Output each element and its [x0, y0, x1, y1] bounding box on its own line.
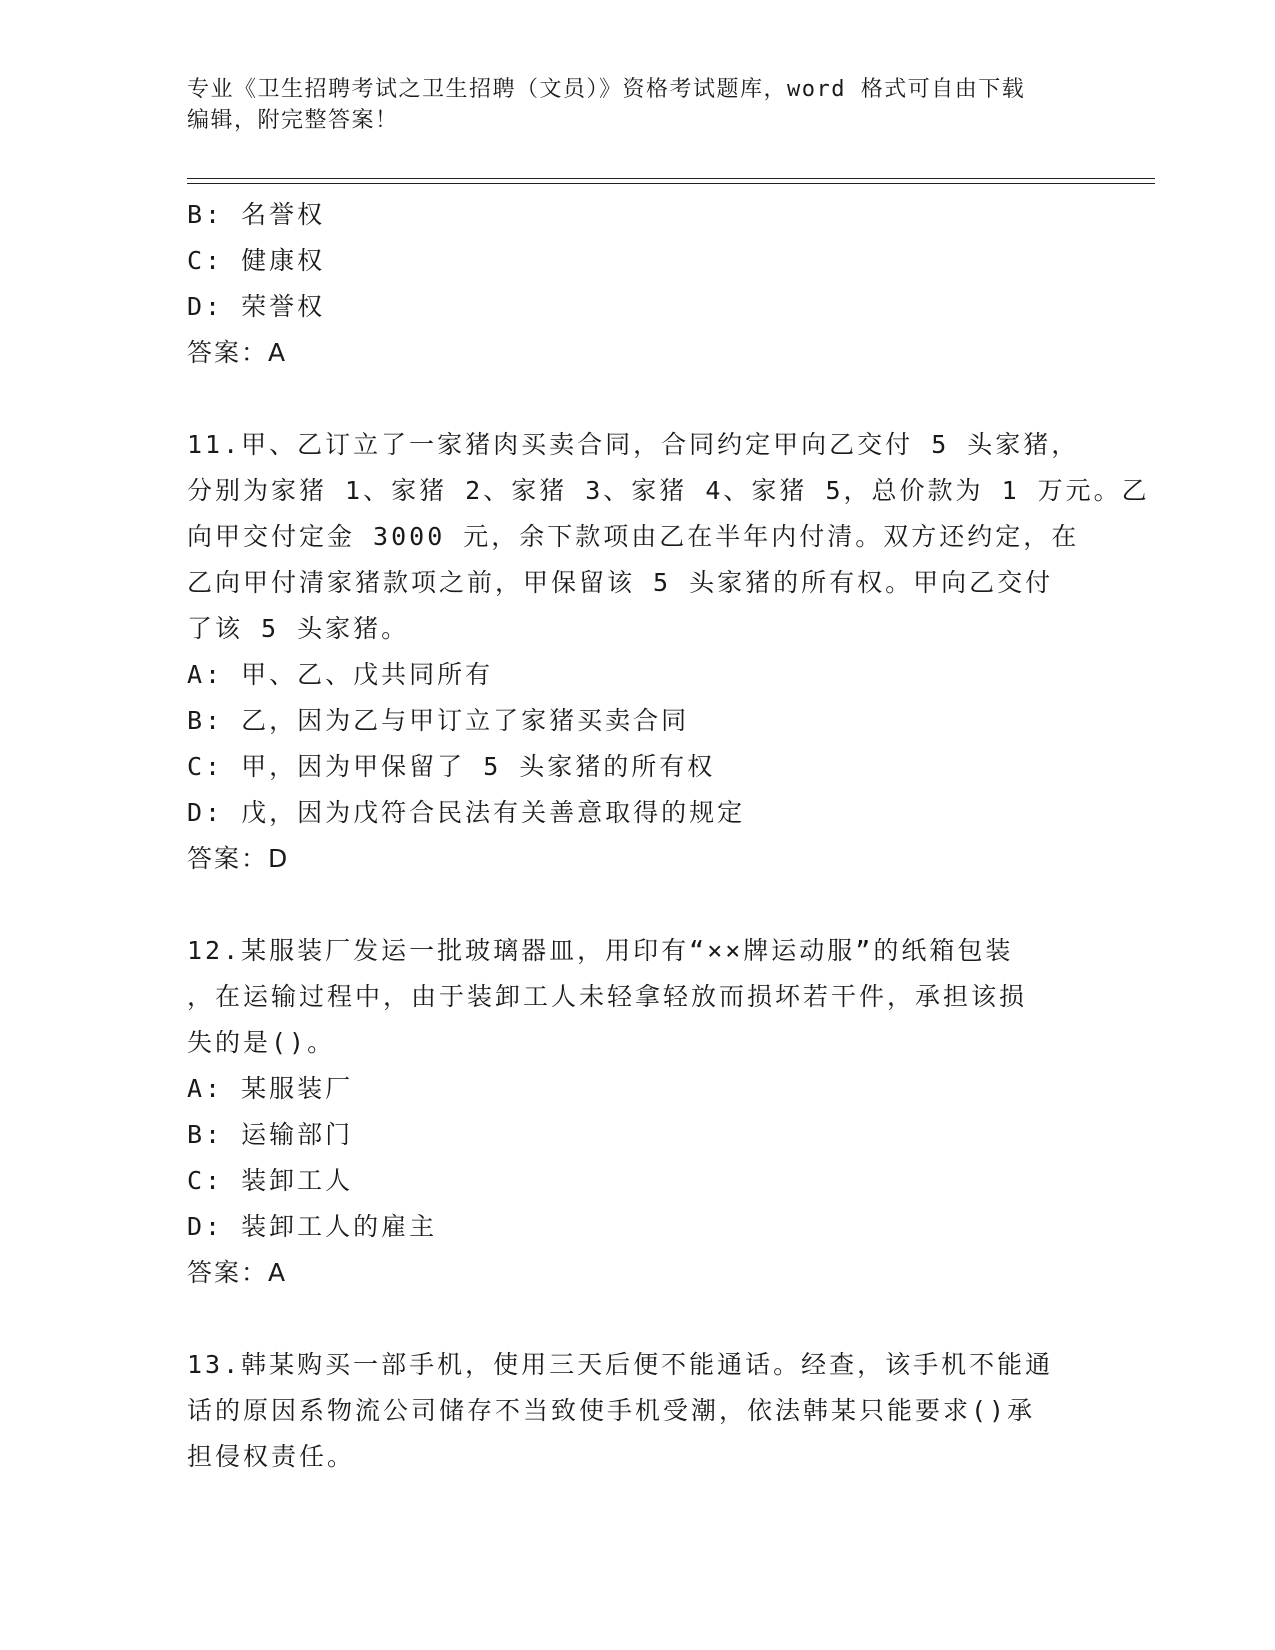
question-12 — [187, 928, 1087, 1296]
option-b: B: 名誉权 — [187, 200, 326, 229]
question-text-line: 12.某服装厂发运一批玻璃器皿，用印有“××牌运动服”的纸箱包装 — [187, 936, 1014, 965]
option-b: B: 乙，因为乙与甲订立了家猪买卖合同 — [187, 706, 690, 735]
header-divider-bottom — [187, 183, 1155, 184]
question-text-line: 担侵权责任。 — [187, 1442, 356, 1471]
question-text-line: 11.甲、乙订立了一家猪肉买卖合同，合同约定甲向乙交付 5 头家猪， — [187, 430, 1080, 459]
answer: 答案：D — [187, 844, 290, 873]
option-a: A: 某服装厂 — [187, 1074, 354, 1103]
question-content — [187, 192, 1150, 1480]
question-text-line: ，在运输过程中，由于装卸工人未轻拿轻放而损坏若干件，承担该损 — [187, 982, 1028, 1011]
option-c: C: 健康权 — [187, 246, 326, 275]
question-text-line: 失的是()。 — [187, 1028, 336, 1057]
option-d: D: 荣誉权 — [187, 292, 326, 321]
page-header — [187, 74, 1067, 136]
question-13 — [187, 1342, 1087, 1480]
question-text-line: 分别为家猪 1、家猪 2、家猪 3、家猪 4、家猪 5，总价款为 1 万元。乙 — [187, 476, 1150, 505]
answer: 答案：A — [187, 338, 288, 367]
option-c: C: 甲，因为甲保留了 5 头家猪的所有权 — [187, 752, 716, 781]
header-divider-top — [187, 178, 1155, 179]
question-text-line: 13.韩某购买一部手机，使用三天后便不能通话。经查，该手机不能通 — [187, 1350, 1054, 1379]
header-line: 编辑，附完整答案！ — [187, 108, 399, 133]
question-text-line: 向甲交付定金 3000 元，余下款项由乙在半年内付清。双方还约定，在 — [187, 522, 1080, 551]
option-d: D: 装卸工人的雇主 — [187, 1212, 438, 1241]
question-text-line: 了该 5 头家猪。 — [187, 614, 410, 643]
option-b: B: 运输部门 — [187, 1120, 354, 1149]
question-text-line: 话的原因系物流公司储存不当致使手机受潮，依法韩某只能要求()承 — [187, 1396, 1036, 1425]
question-11 — [187, 422, 1150, 882]
header-line: 专业《卫生招聘考试之卫生招聘（文员）》资格考试题库，word 格式可自由下载 — [187, 77, 1026, 102]
question-10-tail — [187, 192, 1087, 376]
answer: 答案：A — [187, 1258, 288, 1287]
option-a: A: 甲、乙、戊共同所有 — [187, 660, 494, 689]
question-text-line: 乙向甲付清家猪款项之前，甲保留该 5 头家猪的所有权。甲向乙交付 — [187, 568, 1054, 597]
option-c: C: 装卸工人 — [187, 1166, 354, 1195]
option-d: D: 戊，因为戊符合民法有关善意取得的规定 — [187, 798, 746, 827]
